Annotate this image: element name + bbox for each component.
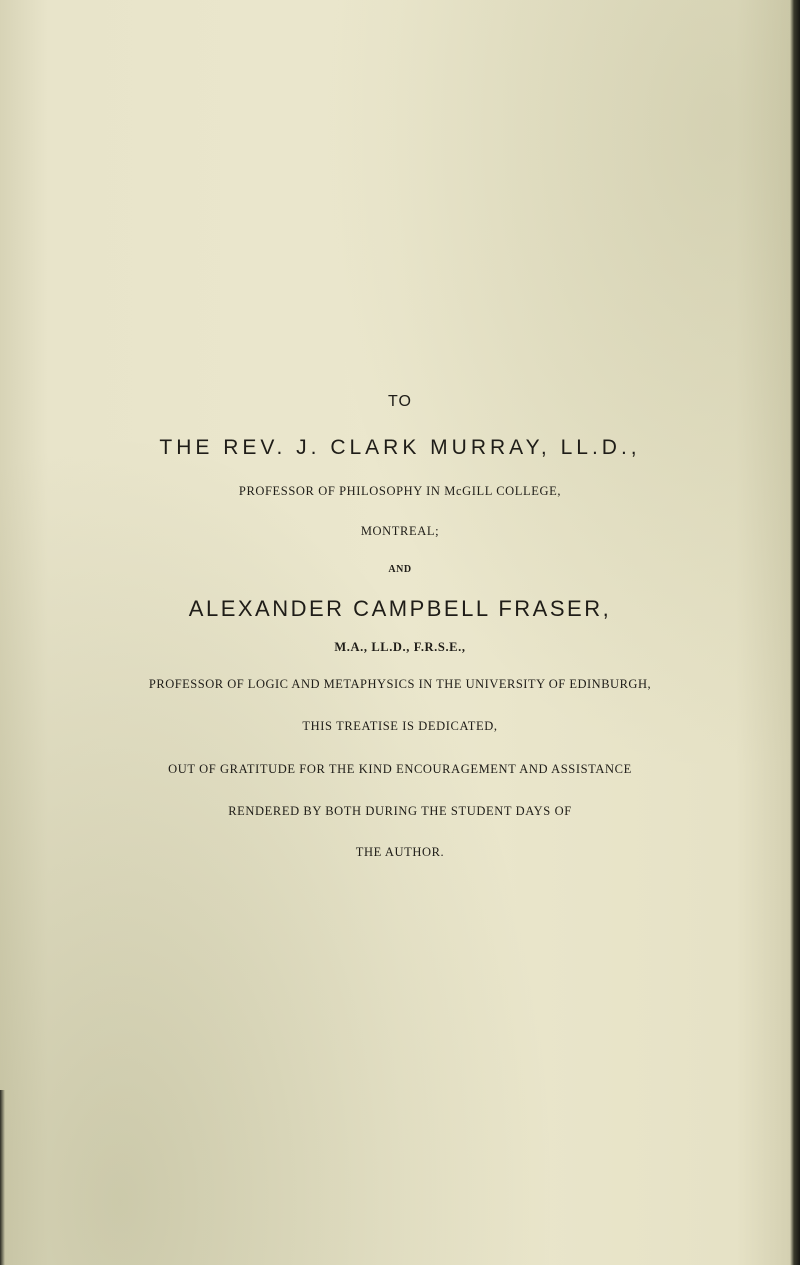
dedicatee-title-murray: PROFESSOR OF PHILOSOPHY IN McGILL COLLEGE,	[238, 484, 562, 498]
dedication-to: TO	[388, 393, 412, 410]
dedication-statement: THIS TREATISE IS DEDICATED,	[302, 719, 498, 733]
dedicatee-name-murray: THE REV. J. CLARK MURRAY, LL.D.,	[159, 436, 641, 459]
author-signature: THE AUTHOR.	[355, 845, 445, 859]
conjunction-and: AND	[388, 564, 412, 575]
gratitude-line: OUT OF GRATITUDE FOR THE KIND ENCOURAGEMENT AND ASSISTANCE	[168, 762, 632, 776]
page-right-edge	[790, 0, 800, 1265]
dedicatee-title-fraser: PROFESSOR OF LOGIC AND METAPHYSICS IN THE UNIVERSITY OF EDINBURGH,	[148, 677, 652, 691]
dedicatee-name-fraser: ALEXANDER CAMPBELL FRASER,	[188, 596, 612, 621]
page-left-edge	[0, 1090, 5, 1265]
dedicatee-degrees-fraser: M.A., LL.D., F.R.S.E.,	[334, 640, 466, 654]
rendered-line: RENDERED BY BOTH DURING THE STUDENT DAYS OF	[228, 804, 572, 818]
dedicatee-location-murray: MONTREAL;	[360, 524, 440, 538]
